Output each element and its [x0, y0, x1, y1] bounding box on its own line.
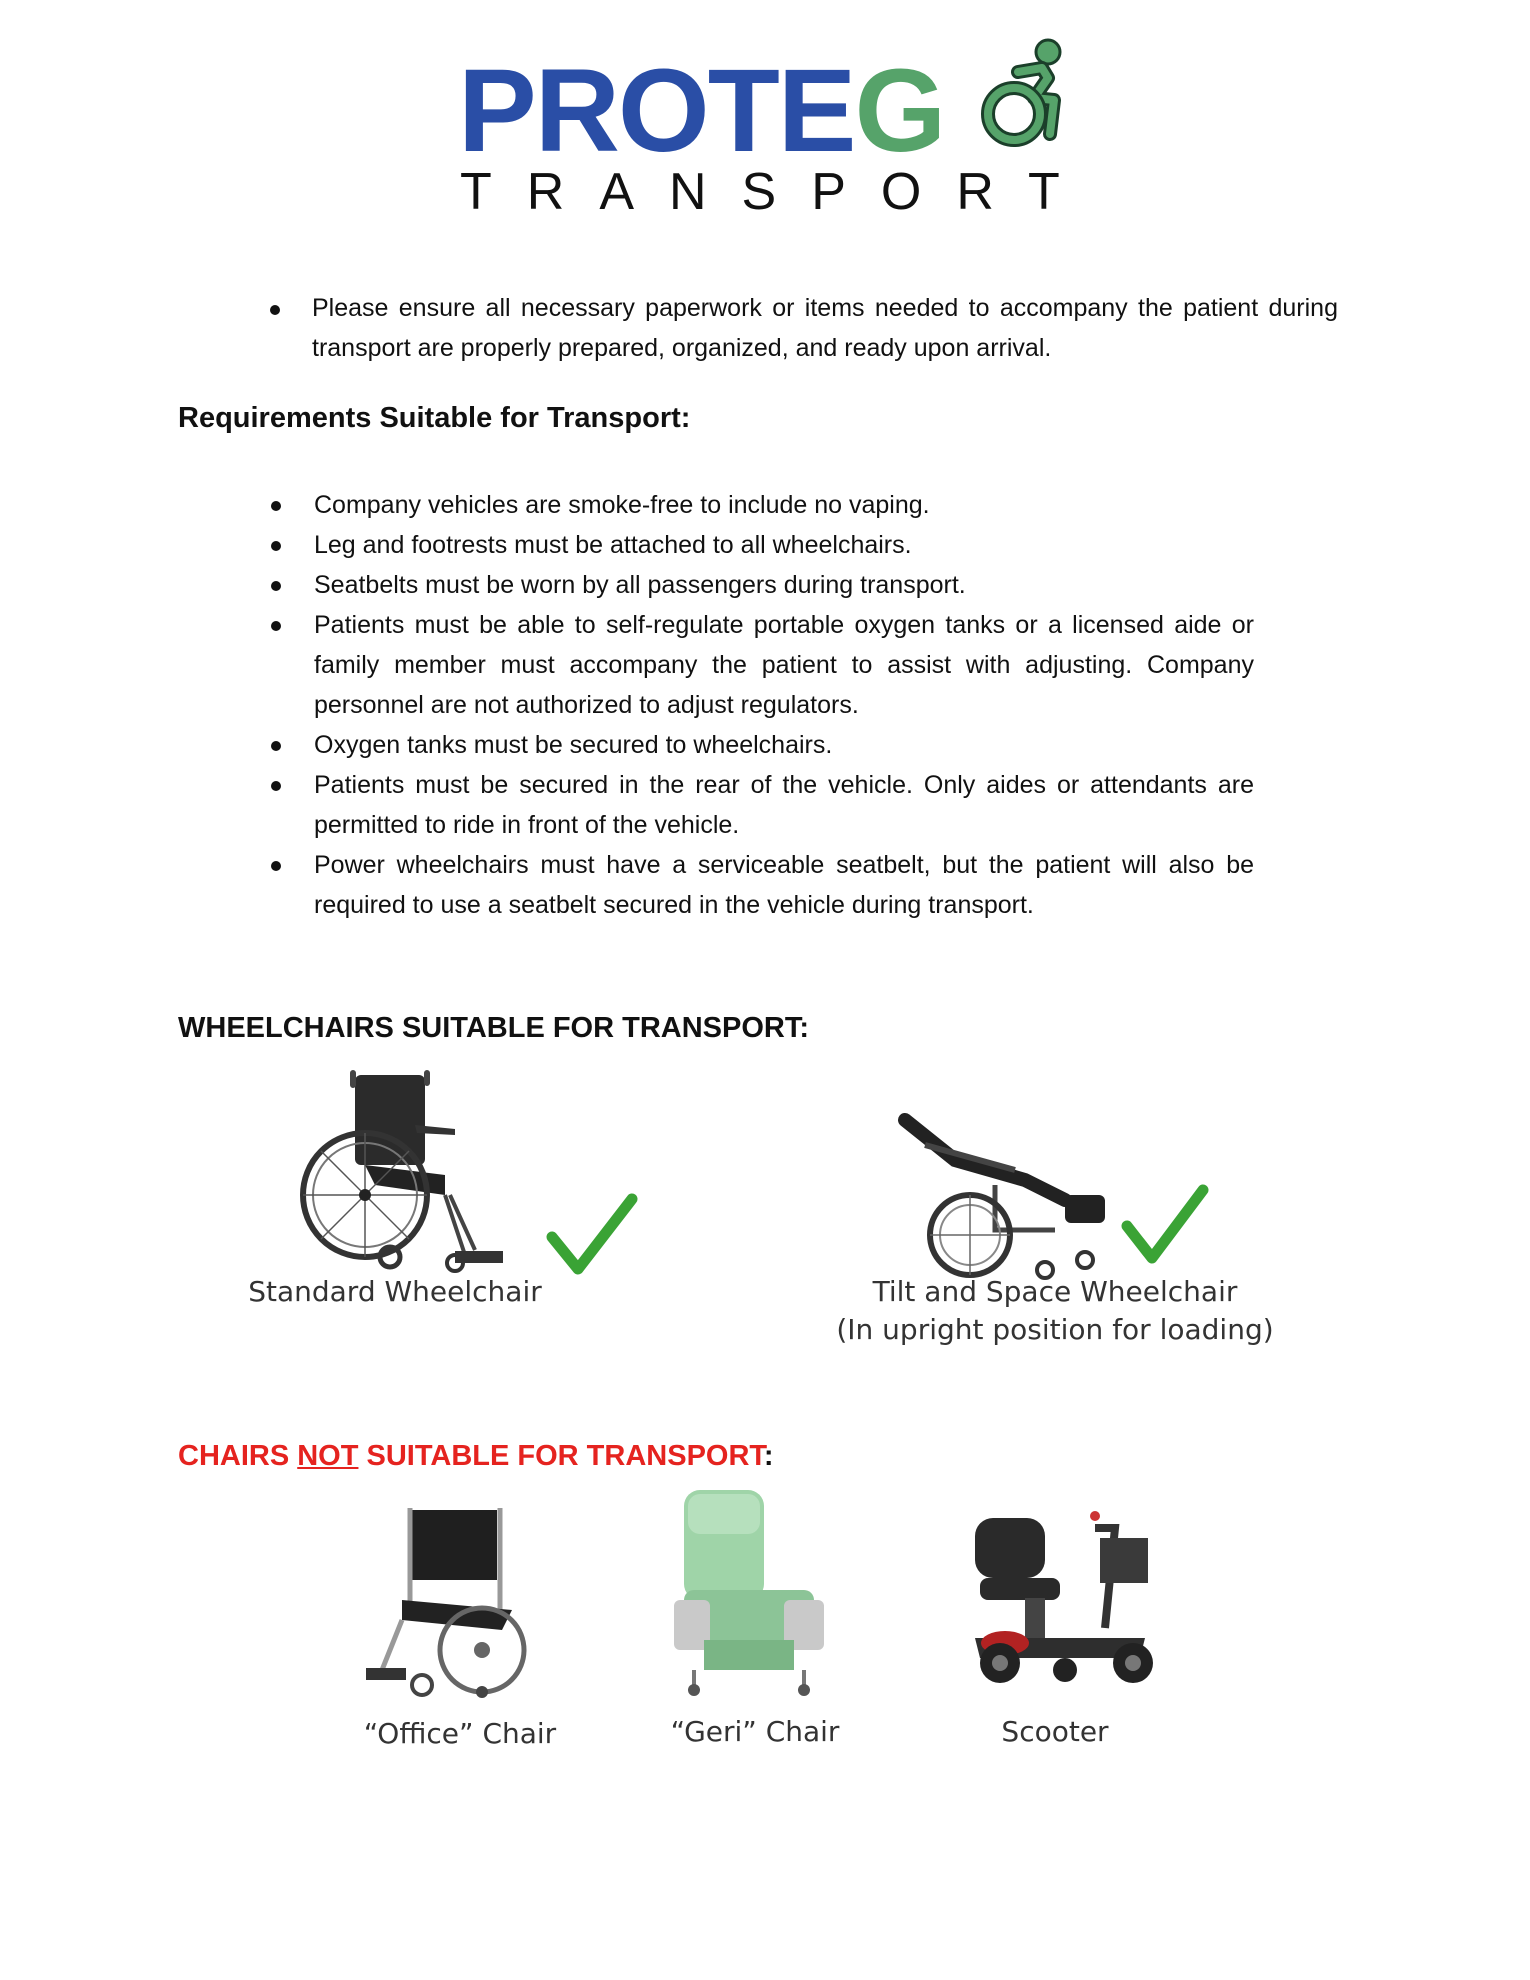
list-item: Seatbelts must be worn by all passengers during transport. [314, 571, 966, 599]
tilt-space-wheelchair-caption [820, 1273, 1290, 1349]
check-icon [548, 1195, 636, 1275]
not-suitable-heading-colon: : [763, 1440, 774, 1472]
tilt-caption-line1: Tilt and Space Wheelchair [872, 1275, 1238, 1308]
logo-prote: PROTE [458, 45, 855, 177]
list-item: Power wheelchairs must have a serviceable seatbelt, but the patient will also be required to use a seatbelt secured in the vehicle during transport. [314, 851, 1254, 919]
bullet-dot [270, 305, 280, 315]
bullet-dot [271, 501, 281, 511]
not-suitable-heading [178, 1440, 774, 1473]
scooter-caption: Scooter [1001, 1715, 1109, 1748]
bullet-dot [271, 621, 281, 631]
logo-g: G [854, 45, 945, 177]
list-item: Patients must be secured in the rear of the vehicle. Only aides or attendants are permitted to ride in front of the vehicle. [314, 771, 1254, 839]
suitable-heading: WHEELCHAIRS SUITABLE FOR TRANSPORT: [178, 1012, 810, 1044]
tilt-space-wheelchair-image [895, 1100, 1135, 1280]
standard-wheelchair-caption: Standard Wheelchair [248, 1275, 542, 1308]
not-suitable-heading-not: NOT [297, 1440, 359, 1472]
not-suitable-heading-post: SUITABLE FOR TRANSPORT [358, 1440, 764, 1472]
office-chair-image [362, 1500, 552, 1700]
bullet-dot [271, 581, 281, 591]
bullet-dot [271, 741, 281, 751]
list-item: Leg and footrests must be attached to all wheelchairs. [314, 531, 912, 559]
standard-wheelchair-image [295, 1065, 515, 1275]
requirements-heading: Requirements Suitable for Transport: [178, 402, 691, 434]
list-item: Oxygen tanks must be secured to wheelchairs. [314, 731, 833, 759]
logo-wordmark [458, 45, 945, 177]
tilt-caption-line2: (In upright position for loading) [836, 1313, 1274, 1346]
bullet-dot [271, 541, 281, 551]
office-chair-caption: “Office” Chair [363, 1717, 557, 1750]
accessibility-icon [978, 38, 1072, 148]
geri-chair-image [664, 1480, 844, 1700]
bullet-dot [271, 781, 281, 791]
bullet-dot [271, 861, 281, 871]
logo-subtitle: TRANSPORT [460, 163, 1095, 221]
not-suitable-heading-pre: CHAIRS [178, 1440, 298, 1472]
list-item: Patients must be able to self-regulate portable oxygen tanks or a licensed aide or family member must accompany the patient to assist with adjusting. Company personnel are not authorized to adjust regulators. [314, 611, 1254, 719]
list-item: Company vehicles are smoke-free to include no vaping. [314, 491, 930, 519]
check-icon [1123, 1186, 1208, 1264]
scooter-image [965, 1508, 1160, 1693]
geri-chair-caption: “Geri” Chair [670, 1715, 840, 1748]
intro-bullet-text: Please ensure all necessary paperwork or items needed to accompany the patient during transport are properly prepared, organized, and ready upon arrival. [312, 294, 1338, 362]
